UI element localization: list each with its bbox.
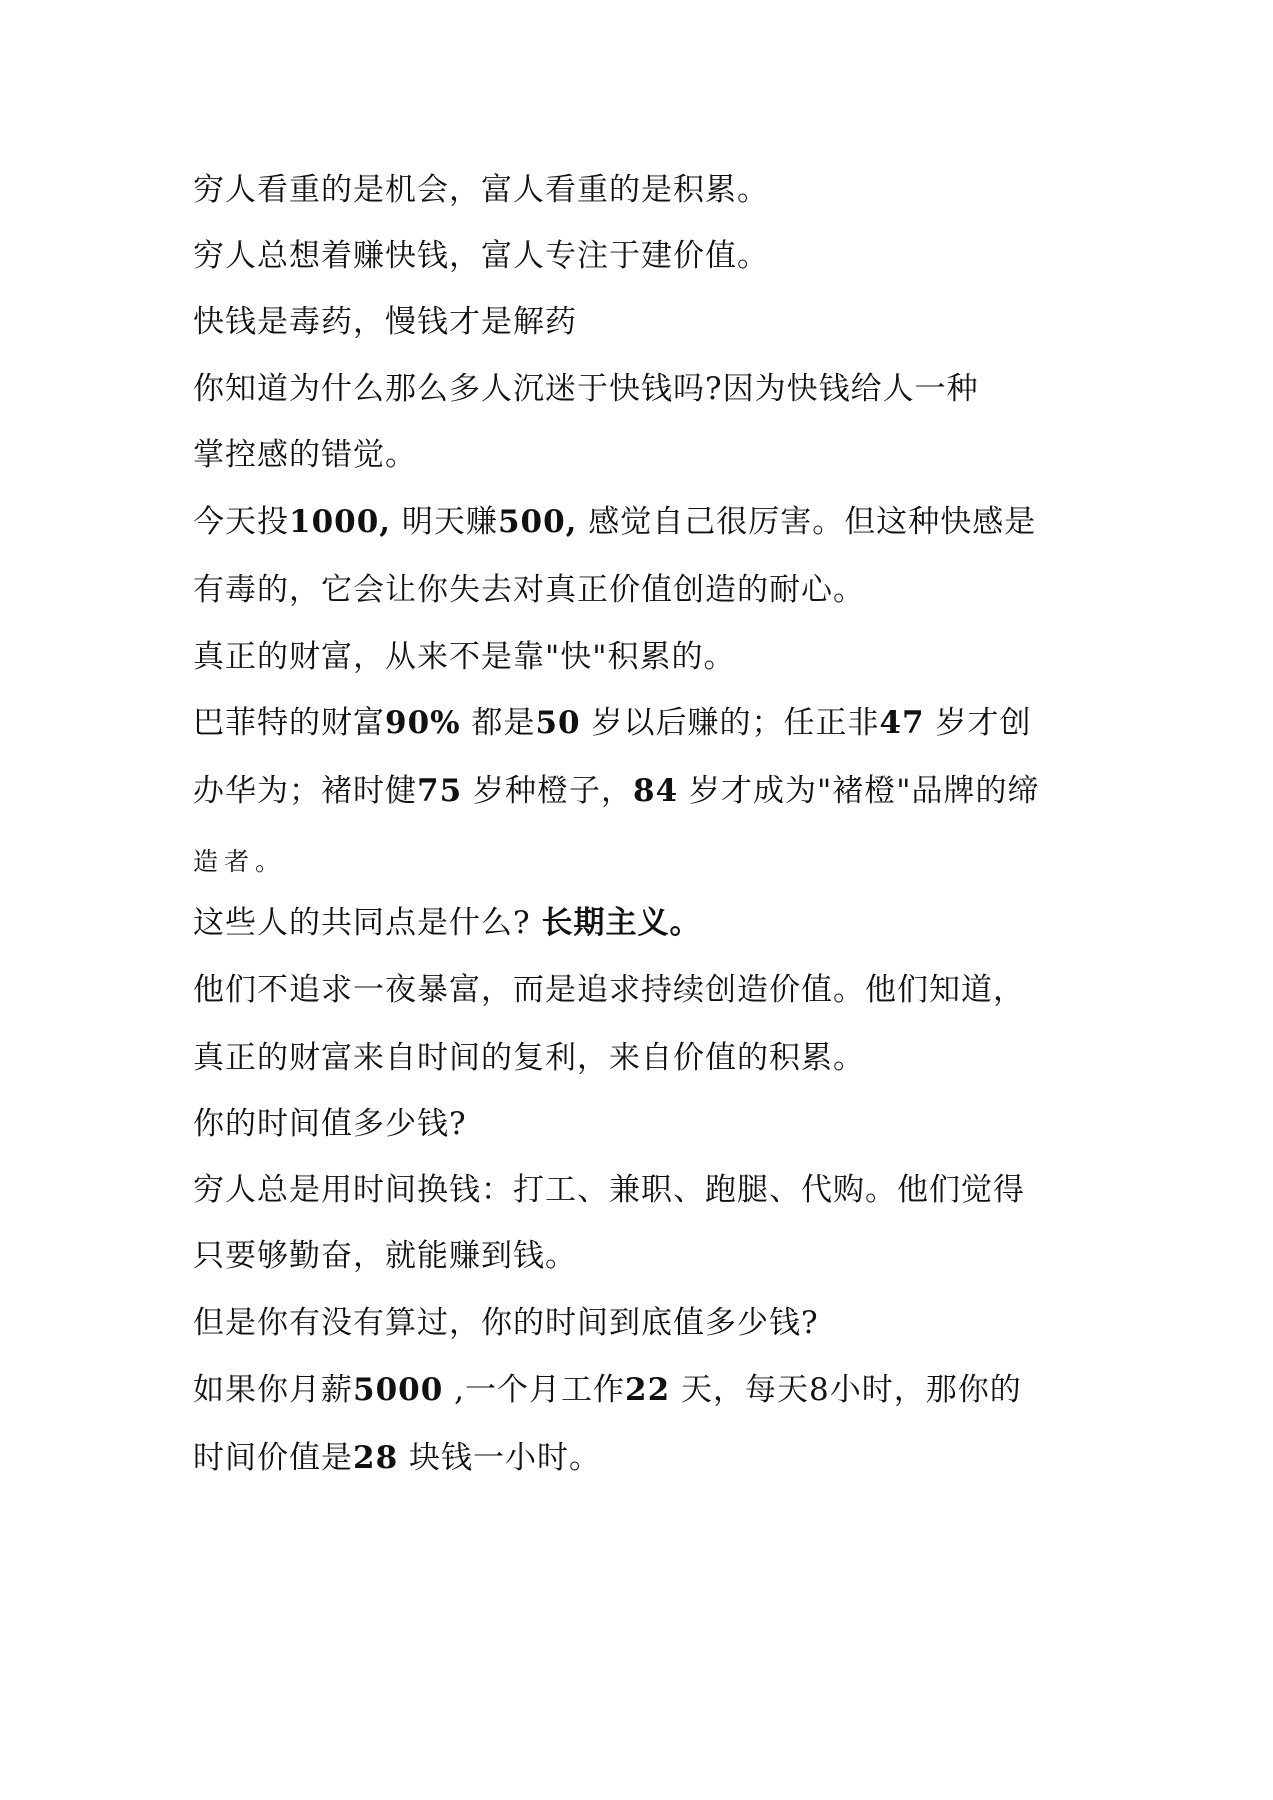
emphasis-bold: 长期主义。 xyxy=(541,905,702,941)
heading-text: 但是你有没有算过，你的时间到底值多少钱? xyxy=(193,1305,819,1341)
paragraph-line xyxy=(193,502,1093,542)
paragraph-line xyxy=(193,570,1093,610)
heading-text: 穷人看重的是机会，富人看重的是积累。 xyxy=(193,172,769,208)
paragraph-line xyxy=(193,1170,1093,1210)
text-span: 岁以后赚的；任正非 xyxy=(580,705,880,741)
text-span: 你知道为什么那么多人沉迷于快钱吗?因为快钱给人一种 xyxy=(193,371,979,407)
paragraph-line xyxy=(193,369,1093,409)
number-bold: 84 xyxy=(633,773,679,809)
number-bold: 22 xyxy=(625,1372,671,1408)
text-span: 真正的财富来自时间的复利，来自价值的积累。 xyxy=(193,1040,865,1076)
text-span: 办华为；褚时健 xyxy=(193,773,417,809)
paragraph-line xyxy=(193,1438,1093,1478)
text-span: 掌控感的错觉。 xyxy=(193,437,417,473)
paragraph-line xyxy=(193,903,1093,943)
paragraph-line xyxy=(193,1236,1093,1276)
paragraph-line xyxy=(193,236,1093,276)
number-bold: 50 xyxy=(535,705,581,741)
text-span: 如果你月薪 xyxy=(193,1372,353,1408)
number-bold: 500, xyxy=(497,504,578,540)
text-span: 感觉自己很厉害。但这种快感是 xyxy=(577,504,1037,540)
heading-true-wealth xyxy=(193,637,1093,677)
number-bold: 47 xyxy=(879,705,925,741)
paragraph-line xyxy=(193,970,1093,1010)
text-span: 有毒的，它会让你失去对真正价值创造的耐心。 xyxy=(193,572,865,608)
text-span: 都是 xyxy=(460,705,536,741)
text-span: 今天投 xyxy=(193,504,289,540)
number-bold: 90% xyxy=(385,705,461,741)
text-span: 他们不追求一夜暴富，而是追求持续创造价值。他们知道， xyxy=(193,972,1025,1008)
text-span: 明天赚 xyxy=(391,504,498,540)
paragraph-line xyxy=(193,1038,1093,1078)
heading-poor-rich-values xyxy=(193,170,1093,210)
text-span: 岁才成为"褚橙"品牌的缔 xyxy=(678,773,1040,809)
text-span: 岁才创 xyxy=(924,705,1032,741)
text-span: 巴菲特的财富 xyxy=(193,705,385,741)
paragraph-line xyxy=(193,1370,1093,1410)
text-span: 只要够勤奋，就能赚到钱。 xyxy=(193,1238,577,1274)
paragraph-line xyxy=(193,1104,1093,1144)
paragraph-line xyxy=(193,703,1093,743)
paragraph-line xyxy=(193,302,1093,342)
number-bold: 1000, xyxy=(289,504,392,540)
text-span: 时间价值是 xyxy=(193,1440,353,1476)
text-span: 造者。 xyxy=(193,847,287,876)
text-span: 这些人的共同点是什么? xyxy=(193,905,542,941)
text-span: 岁种橙子， xyxy=(462,773,633,809)
number-bold: 28 xyxy=(353,1440,399,1476)
text-span: 快钱是毒药，慢钱才是解药 xyxy=(193,304,577,340)
text-span: 穷人总想着赚快钱，富人专注于建价值。 xyxy=(193,238,769,274)
paragraph-line xyxy=(193,842,1093,882)
paragraph-line xyxy=(193,435,1093,475)
paragraph-line xyxy=(193,771,1093,811)
text-span: 天，每天8小时，那你的 xyxy=(670,1372,1022,1408)
heading-time-value xyxy=(193,1303,1093,1343)
number-bold: 5000 xyxy=(353,1372,444,1408)
text-span: 穷人总是用时间换钱：打工、兼职、跑腿、代购。他们觉得 xyxy=(193,1172,1025,1208)
text-span: ,一个月工作 xyxy=(443,1372,625,1408)
text-span: 块钱一小时。 xyxy=(398,1440,601,1476)
number-bold: 75 xyxy=(417,773,463,809)
heading-text: 真正的财富，从来不是靠"快"积累的。 xyxy=(193,639,736,675)
text-span: 你的时间值多少钱? xyxy=(193,1106,467,1142)
